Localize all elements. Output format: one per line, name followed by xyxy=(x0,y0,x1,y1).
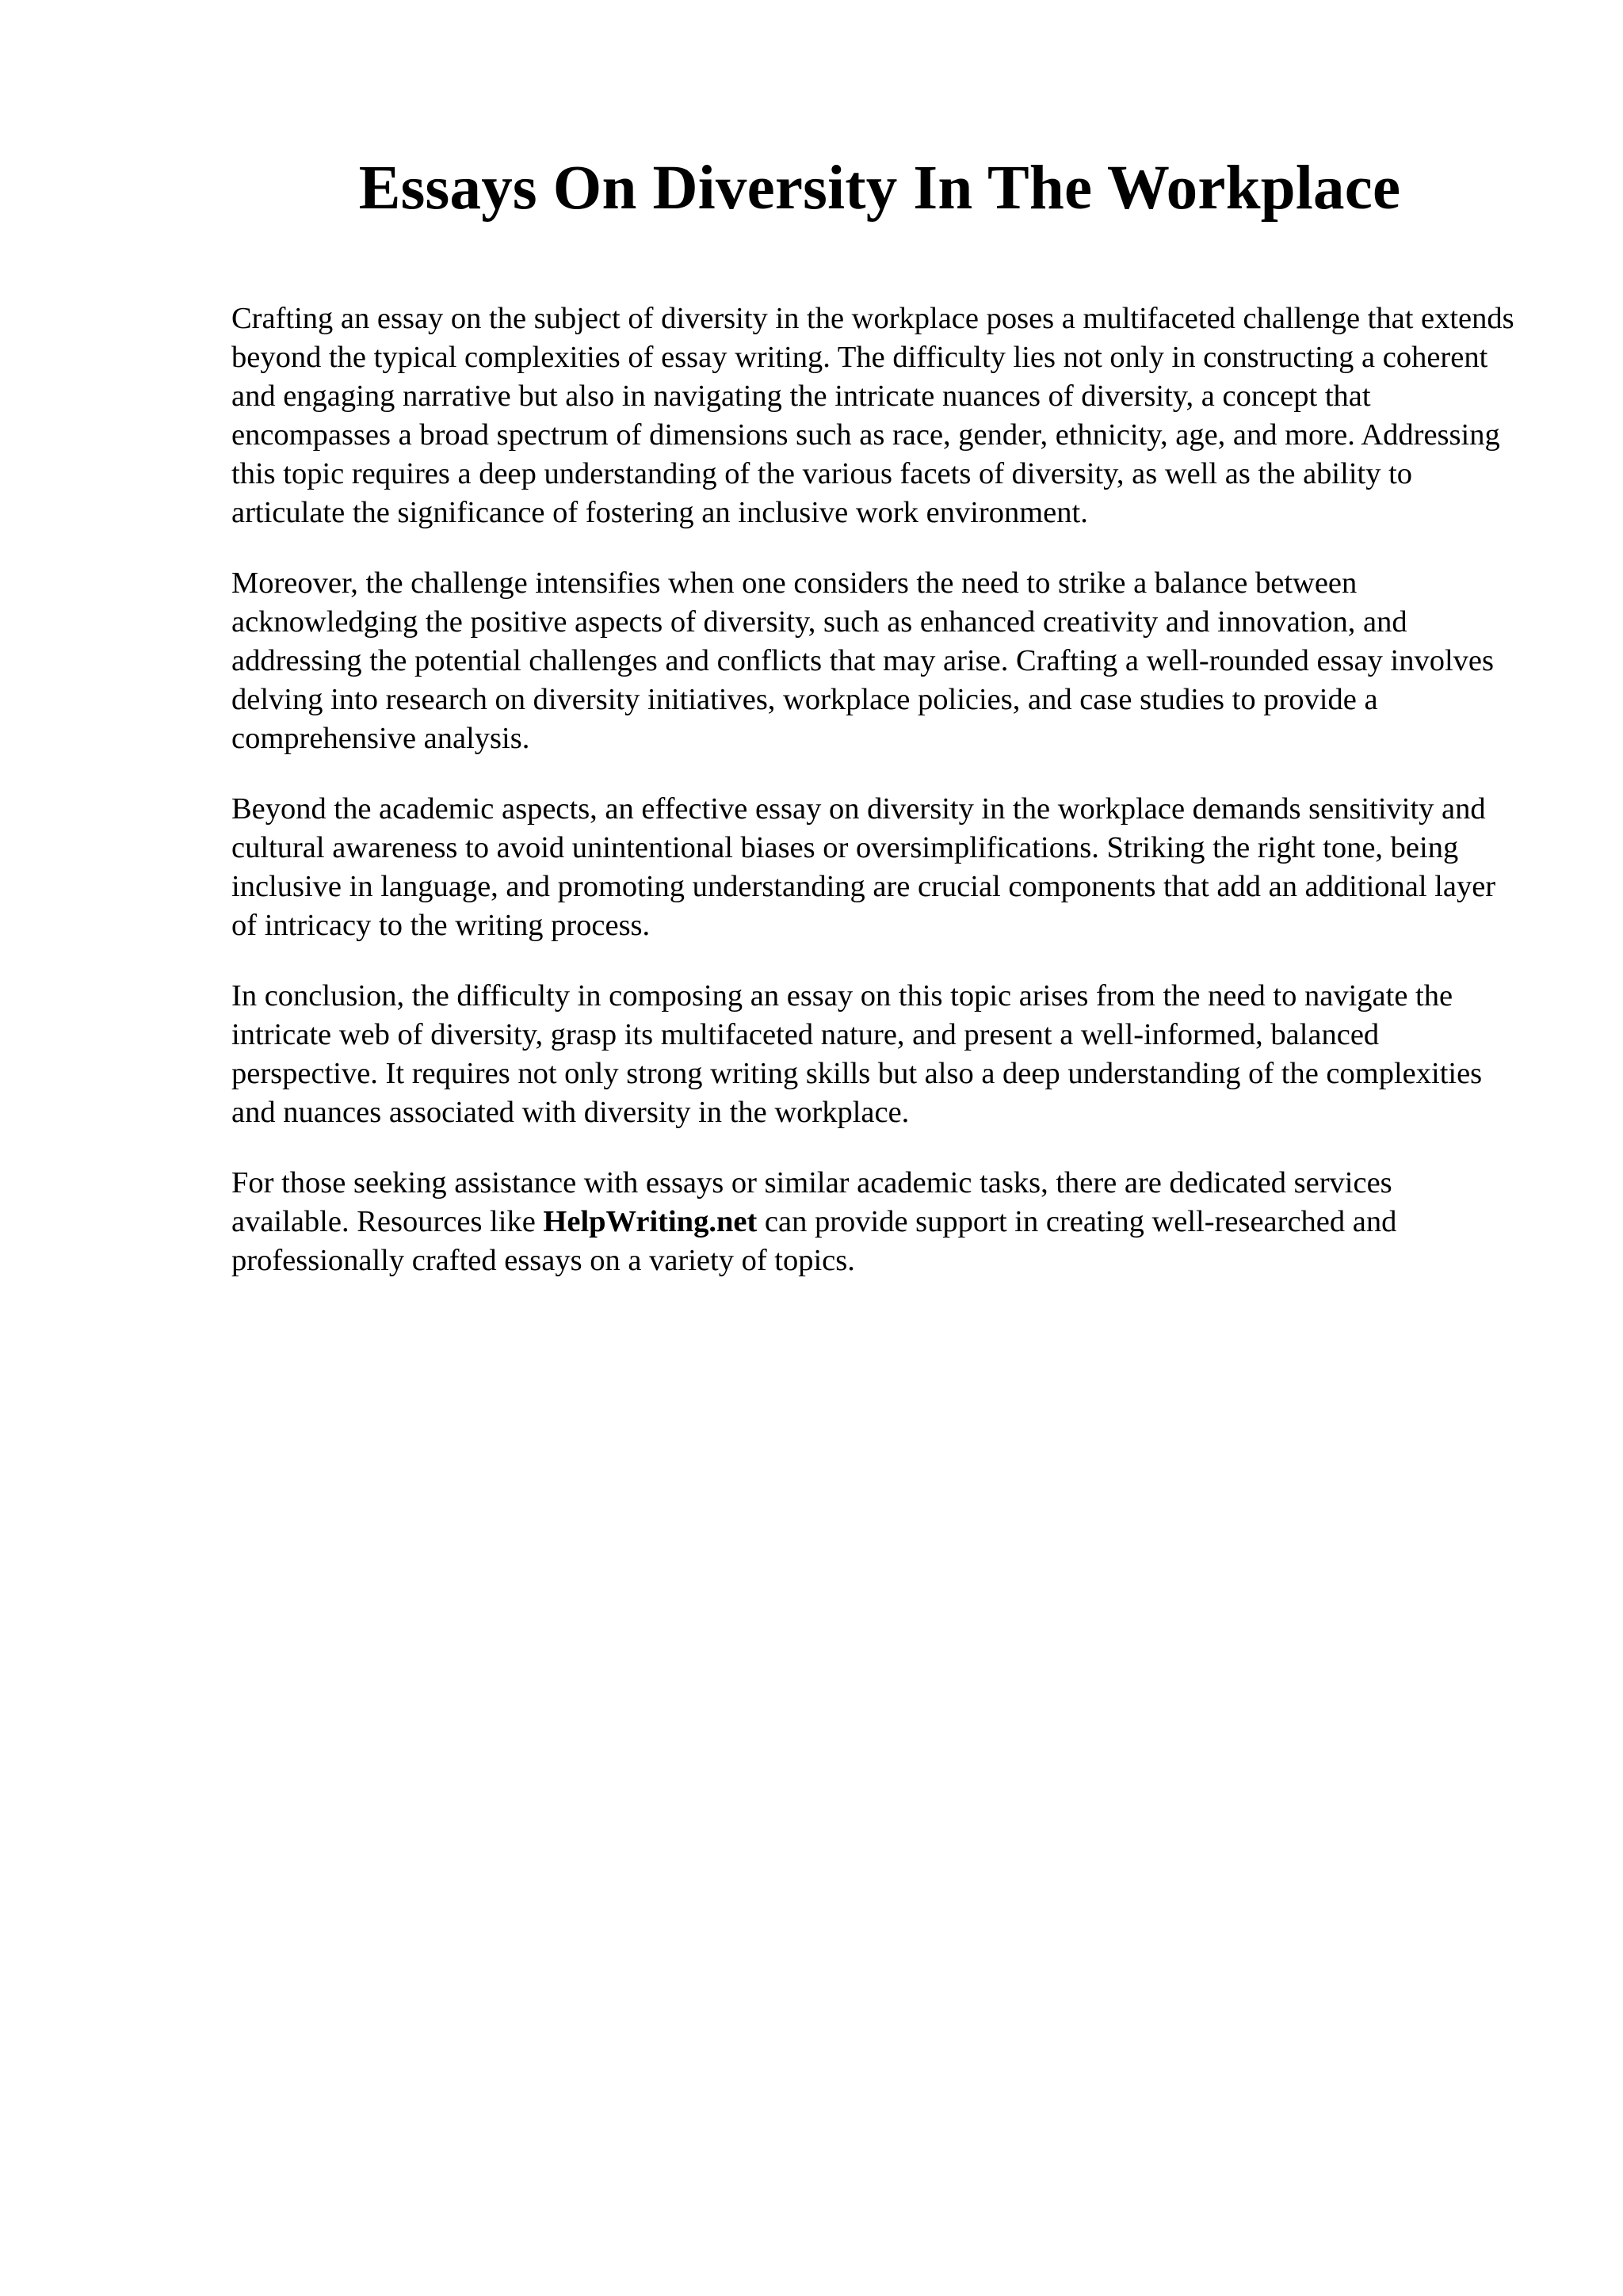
closing-text-before-link: For those seeking assistance with essays or similar academic tasks, there are dedicated services available. Resources like xyxy=(231,1166,1392,1238)
paragraph-3: Beyond the academic aspects, an effective essay on diversity in the workplace demands sensitivity and cultural awareness to avoid unintentional biases or oversimplifications. Striking the right tone, being inclusive in language, and promoting understanding are crucial components that add an additional layer of intricacy to the writing process. xyxy=(231,792,1496,942)
paragraph-1: Crafting an essay on the subject of diversity in the workplace poses a multifaceted challenge that extends beyond the typical complexities of essay writing. The difficulty lies not only in constructing a coherent and engaging narrative but also in navigating the intricate nuances of diversity, a concept that encompasses a broad spectrum of dimensions such as race, gender, ethnicity, age, and more. Addressing this topic requires a deep understanding of the various facets of diversity, as well as the ability to articulate the significance of fostering an inclusive work environment. xyxy=(231,302,1514,529)
page-title: Essays On Diversity In The Workplace xyxy=(358,154,1401,223)
helpwriting-link[interactable]: HelpWriting.net xyxy=(543,1205,758,1238)
closing-text-after-link: can provide support in creating well-researched and professionally crafted essays on a variety of topics. xyxy=(231,1205,1397,1277)
document-body xyxy=(231,299,1515,1280)
paragraph-2: Moreover, the challenge intensifies when one considers the need to strike a balance between acknowledging the positive aspects of diversity, such as enhanced creativity and innovation, and addressing the potential challenges and conflicts that may arise. Crafting a well-rounded essay involves delving into research on diversity initiatives, workplace policies, and case studies to provide a comprehensive analysis. xyxy=(231,566,1494,755)
closing-paragraph xyxy=(231,1164,1515,1280)
paragraph-4: In conclusion, the difficulty in composing an essay on this topic arises from the need to navigate the intricate web of diversity, grasp its multifaceted nature, and present a well-informed, balanced perspective. It requires not only strong writing skills but also a deep understanding of the complexities and nuances associated with diversity in the workplace. xyxy=(231,979,1483,1129)
